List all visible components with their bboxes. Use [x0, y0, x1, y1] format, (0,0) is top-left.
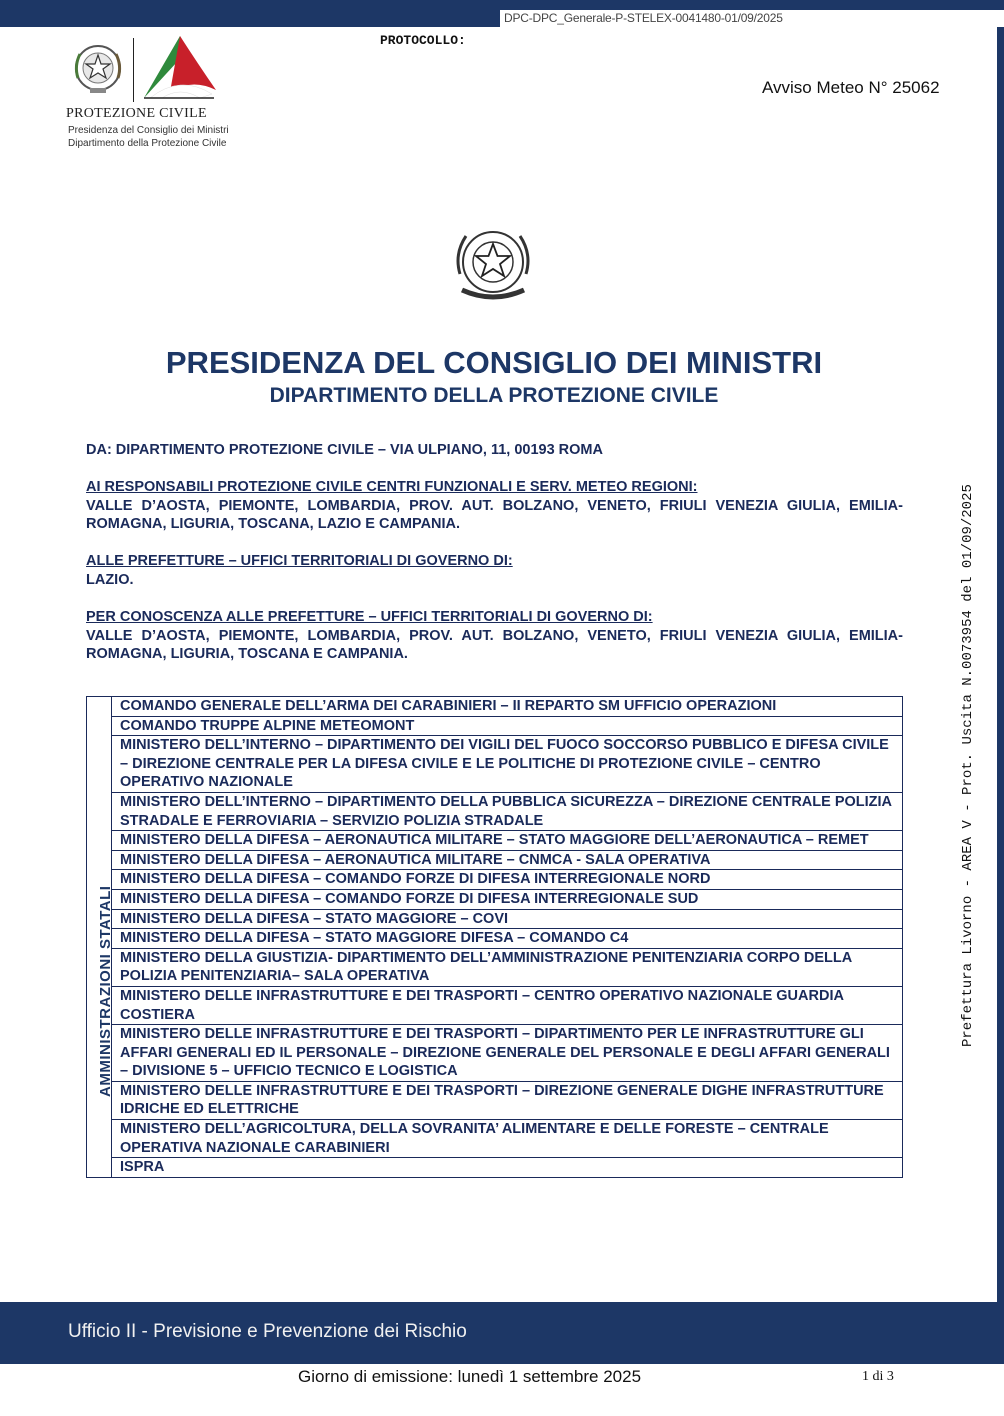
logo-divider — [133, 38, 134, 102]
sender-line: DA: DIPARTIMENTO PROTEZIONE CIVILE – VIA ULPIANO, 11, 00193 ROMA — [86, 442, 603, 458]
table-row: COMANDO TRUPPE ALPINE METEOMONT — [112, 716, 903, 736]
protezione-civile-logo — [66, 34, 229, 154]
table-row: MINISTERO DELL’AGRICOLTURA, DELLA SOVRANITA’ ALIMENTARE E DELLE FORESTE – CENTRALE OPERATIVA NAZIONALE CARABINIERI — [112, 1120, 903, 1158]
emission-date: Giorno di emissione: lunedì 1 settembre 2025 — [298, 1367, 642, 1386]
avviso-number: Avviso Meteo N° 25062 — [762, 78, 940, 97]
protocol-id: DPC-DPC_Generale-P-STELEX-0041480-01/09/2025 — [500, 10, 1004, 27]
protezione-civile-wave-icon — [140, 34, 218, 102]
logo-subtitle-2: Dipartimento della Protezione Civile — [68, 138, 227, 149]
category-cell — [87, 697, 112, 1178]
page-subtitle: DIPARTIMENTO DELLA PROTEZIONE CIVILE — [269, 384, 719, 407]
table-row: MINISTERO DELLA DIFESA – AERONAUTICA MILITARE – CNMCA - SALA OPERATIVA — [112, 850, 903, 870]
logo-subtitle-1: Presidenza del Consiglio dei Ministri — [68, 125, 229, 136]
table-row: MINISTERO DELLA GIUSTIZIA- DIPARTIMENTO DELL’AMMINISTRAZIONE PENITENZIARIA CORPO DELLA POLIZIA PENITENZIARIA– SALA OPERATIVA — [112, 948, 903, 986]
table-row: MINISTERO DELLA DIFESA – COMANDO FORZE DI DIFESA INTERREGIONALE SUD — [112, 889, 903, 909]
table-row: MINISTERO DELLA DIFESA – AERONAUTICA MILITARE – STATO MAGGIORE DELL’AERONAUTICA – REMET — [112, 831, 903, 851]
protocollo-label: PROTOCOLLO: — [380, 33, 466, 48]
table-row: MINISTERO DELLA DIFESA – STATO MAGGIORE DIFESA – COMANDO C4 — [112, 929, 903, 949]
table-row: MINISTERO DELLA DIFESA – STATO MAGGIORE – COVI — [112, 909, 903, 929]
recipients-conoscenza-heading: PER CONOSCENZA ALLE PREFETTURE – UFFICI TERRITORIALI DI GOVERNO DI: — [86, 609, 653, 625]
right-margin-rule — [997, 27, 1004, 1302]
table-row: MINISTERO DELLE INFRASTRUTTURE E DEI TRASPORTI – DIPARTIMENTO PER LE INFRASTRUTTURE GLI AFFARI GENERALI ED IL PERSONALE – DIREZIONE GENERALE DEL PERSONALE E DEGLI AFFARI GENERALI – DIVISIONE 5 – UFFICIO TECNICO E LOGISTICA — [112, 1025, 903, 1082]
table-row: MINISTERO DELLA DIFESA – COMANDO FORZE DI DIFESA INTERREGIONALE NORD — [112, 870, 903, 890]
recipients-prefetture-body: LAZIO. — [86, 571, 134, 588]
category-label: AMMINISTRAZIONI STATALI — [97, 885, 114, 1097]
footer-office: Ufficio II - Previsione e Prevenzione dei Rischio — [68, 1321, 467, 1342]
recipients-regions-body: VALLE D’AOSTA, PIEMONTE, LOMBARDIA, PROV. AUT. BOLZANO, VENETO, FRIULI VENEZIA GIULIA, EMILIA-ROMAGNA, LIGURIA, TOSCANA, LAZIO E CAMPANIA. — [86, 497, 903, 532]
recipients-conoscenza — [86, 608, 903, 664]
table-row: MINISTERO DELL’INTERNO – DIPARTIMENTO DELLA PUBBLICA SICUREZZA – DIREZIONE CENTRALE POLIZIA STRADALE E FERROVIARIA – SERVIZIO POLIZIA STRADALE — [112, 792, 903, 830]
page-title: PRESIDENZA DEL CONSIGLIO DEI MINISTRI — [165, 345, 823, 380]
page-number: 1 di 3 — [862, 1369, 894, 1384]
top-header-stripe — [0, 0, 1004, 27]
italian-emblem-icon — [68, 38, 128, 98]
table-row: MINISTERO DELL’INTERNO – DIPARTIMENTO DEI VIGILI DEL FUOCO SOCCORSO PUBBLICO E DIFESA CIVILE – DIREZIONE CENTRALE PER LA DIFESA CIVILE E LE POLITICHE DI PROTEZIONE CIVILE – CENTRO OPERATIVO NAZIONALE — [112, 736, 903, 793]
recipients-regions — [86, 478, 903, 534]
table-row: ISPRA — [112, 1158, 903, 1178]
table-row: MINISTERO DELLE INFRASTRUTTURE E DEI TRASPORTI – CENTRO OPERATIVO NAZIONALE GUARDIA COSTIERA — [112, 986, 903, 1024]
recipients-table — [86, 696, 903, 1178]
republic-emblem-icon — [452, 224, 534, 306]
recipients-prefetture-heading: ALLE PREFETTURE – UFFICI TERRITORIALI DI GOVERNO DI: — [86, 553, 513, 569]
logo-name: PROTEZIONE CIVILE — [66, 106, 207, 121]
table-row: COMANDO GENERALE DELL’ARMA DEI CARABINIERI – II REPARTO SM UFFICIO OPERAZIONI — [112, 697, 903, 717]
side-protocol-stamp: Prefettura Livorno - AREA V - Prot. Uscita N.0073954 del 01/09/2025 — [960, 484, 976, 1047]
table-row: MINISTERO DELLE INFRASTRUTTURE E DEI TRASPORTI – DIREZIONE GENERALE DIGHE INFRASTRUTTURE IDRICHE ED ELETTRICHE — [112, 1081, 903, 1119]
recipients-prefetture — [86, 552, 903, 589]
recipients-conoscenza-body: VALLE D’AOSTA, PIEMONTE, LOMBARDIA, PROV. AUT. BOLZANO, VENETO, FRIULI VENEZIA GIULIA, EMILIA-ROMAGNA, LIGURIA, TOSCANA E CAMPANIA. — [86, 627, 903, 662]
recipients-regions-heading: AI RESPONSABILI PROTEZIONE CIVILE CENTRI FUNZIONALI E SERV. METEO REGIONI: — [86, 479, 698, 495]
footer-band — [0, 1302, 1004, 1364]
